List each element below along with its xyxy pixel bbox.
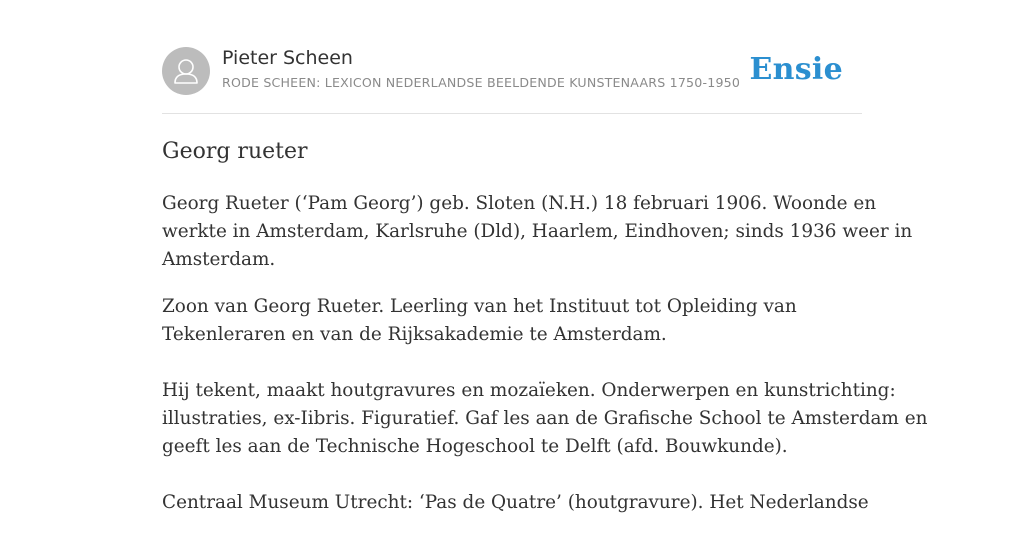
user-silhouette-icon — [162, 47, 210, 95]
paragraph-line: Hij tekent, maakt houtgravures en mozaïeken. Onderwerpen en kunstrichting: — [162, 380, 896, 401]
paragraph-line: Tekenleraren en van de Rijksakademie te Amsterdam. — [162, 324, 667, 345]
author-name[interactable]: Pieter Scheen — [222, 47, 353, 69]
paragraph — [162, 293, 928, 517]
avatar[interactable] — [162, 47, 210, 95]
article-title: Georg rueter — [162, 139, 308, 164]
source-title[interactable]: RODE SCHEEN: LEXICON NEDERLANDSE BEELDENDE KUNSTENAARS 1750-1950 — [222, 75, 741, 90]
article-body — [162, 190, 928, 536]
paragraph-line: illustraties, ex-Iibris. Figuratief. Gaf les aan de Grafische School te Amsterdam en — [162, 408, 928, 429]
brand-logo[interactable]: Ensie — [749, 52, 843, 87]
line-break — [162, 461, 864, 489]
paragraph-line: geeft les aan de Technische Hogeschool te Delft (afd. Bouwkunde). — [162, 436, 788, 457]
paragraph-line: Amsterdam. — [162, 249, 276, 270]
paragraph-line: Centraal Museum Utrecht: ‘Pas de Quatre’ (houtgravure). Het Nederlandse — [162, 492, 869, 513]
paragraph — [162, 190, 913, 274]
article-header — [162, 0, 862, 114]
paragraph-line: werkte in Amsterdam, Karlsruhe (Dld), Haarlem, Eindhoven; sinds 1936 weer in — [162, 221, 913, 242]
paragraph-line: Georg Rueter (‘Pam Georg’) geb. Sloten (N.H.) 18 februari 1906. Woonde en — [162, 193, 877, 214]
line-break — [162, 349, 864, 377]
paragraph-line: Zoon van Georg Rueter. Leerling van het Instituut tot Opleiding van — [162, 296, 797, 317]
article-page — [162, 0, 928, 513]
